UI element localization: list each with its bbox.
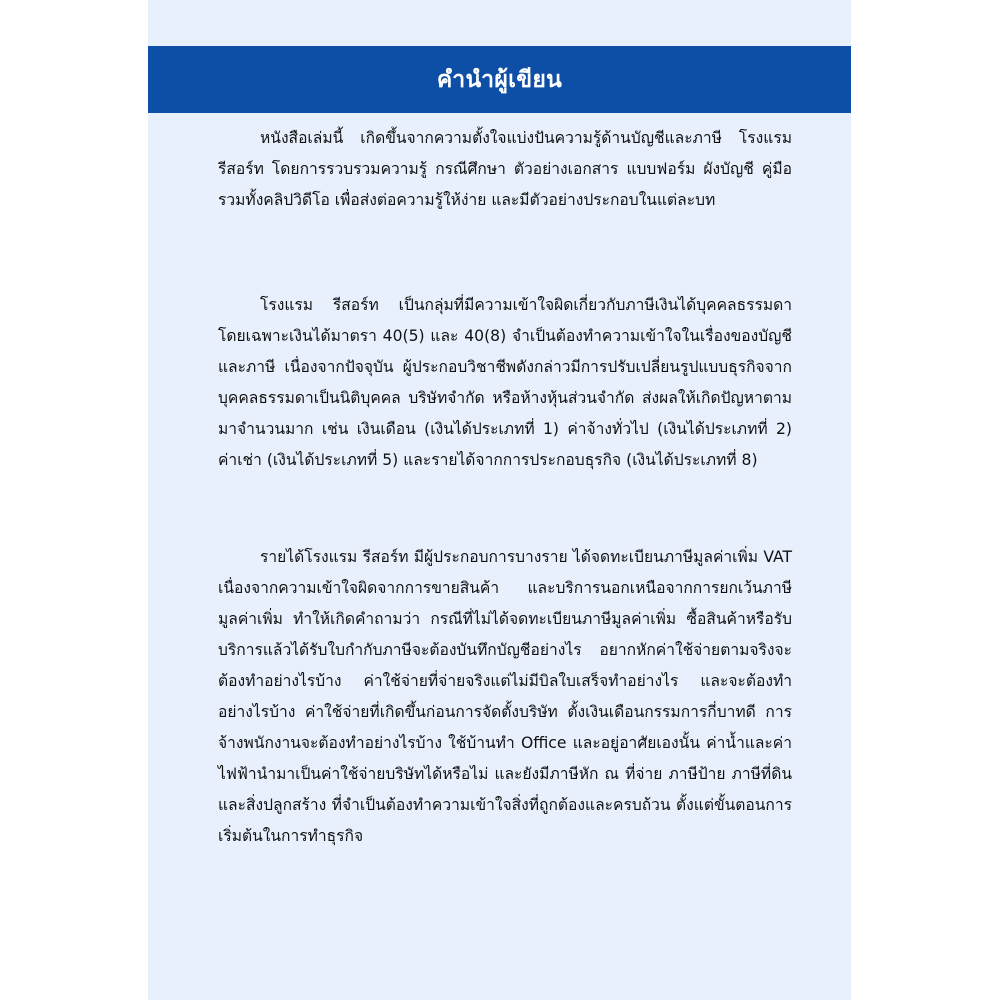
title-banner: [148, 46, 851, 113]
document-page: [148, 0, 851, 1000]
paragraph-personal-income-tax: โรงแรม รีสอร์ท เป็นกลุ่มที่มีความเข้าใจผิดเกี่ยวกับภาษีเงินได้บุคคลธรรมดา โดยเฉพาะเงินได้มาตรา 40(5) และ 40(8) จำเป็นต้องทำความเข้าใจในเรื่องของบัญชีและภาษี เนื่องจากปัจจุบัน ผู้ประกอบวิชาชีพดังกล่าวมีการปรับเปลี่ยนรูปแบบธุรกิจจากบุคคลธรรมดาเป็นนิติบุคคล บริษัทจำกัด หรือห้างหุ้นส่วนจำกัด ส่งผลให้เกิดปัญหาตามมาจำนวนมาก เช่น เงินเดือน (เงินได้ประเภทที่ 1) ค่าจ้างทั่วไป (เงินได้ประเภทที่ 2) ค่าเช่า (เงินได้ประเภทที่ 5) และรายได้จากการประกอบธุรกิจ (เงินได้ประเภทที่ 8): [218, 296, 792, 469]
page-title: คำนำผู้เขียน: [436, 66, 563, 93]
paragraph-intro: หนังสือเล่มนี้ เกิดขึ้นจากความตั้งใจแบ่งปันความรู้ด้านบัญชีและภาษี โรงแรม รีสอร์ท โดยการรวบรวมความรู้ กรณีศึกษา ตัวอย่างเอกสาร แบบฟอร์ม ผังบัญชี คู่มือ รวมทั้งคลิปวิดีโอ เพื่อส่งต่อความรู้ให้ง่าย และมีตัวอย่างประกอบในแต่ละบท: [218, 129, 792, 209]
paragraph-vat-and-expenses: รายได้โรงแรม รีสอร์ท มีผู้ประกอบการบางราย ได้จดทะเบียนภาษีมูลค่าเพิ่ม VAT เนื่องจากความเข้าใจผิดจากการขายสินค้า และบริการนอกเหนือจากการยกเว้นภาษีมูลค่าเพิ่ม ทำให้เกิดคำถามว่า กรณีที่ไม่ได้จดทะเบียนภาษีมูลค่าเพิ่ม ซื้อสินค้าหรือรับบริการแล้วได้รับใบกำกับภาษีจะต้องบันทึกบัญชีอย่างไร อยากหักค่าใช้จ่ายตามจริงจะต้องทำอย่างไรบ้าง ค่าใช้จ่ายที่จ่ายจริงแต่ไม่มีบิลใบเสร็จทำอย่างไร และจะต้องทำอย่างไรบ้าง ค่าใช้จ่ายที่เกิดขึ้นก่อนการจัดตั้งบริษัท ตั้งเงินเดือนกรรมการกี่บาทดี การจ้างพนักงานจะต้องทำอย่างไรบ้าง ใช้บ้านทำ Office และอยู่อาศัยเองนั้น ค่าน้ำและค่าไฟฟ้านำมาเป็นค่าใช้จ่ายบริษัทได้หรือไม่ และยังมีภาษีหัก ณ ที่จ่าย ภาษีป้าย ภาษีที่ดินและสิ่งปลูกสร้าง ที่จำเป็นต้องทำความเข้าใจสิ่งที่ถูกต้องและครบถ้วน ตั้งแต่ขั้นตอนการเริ่มต้นในการทำธุรกิจ: [218, 548, 792, 845]
